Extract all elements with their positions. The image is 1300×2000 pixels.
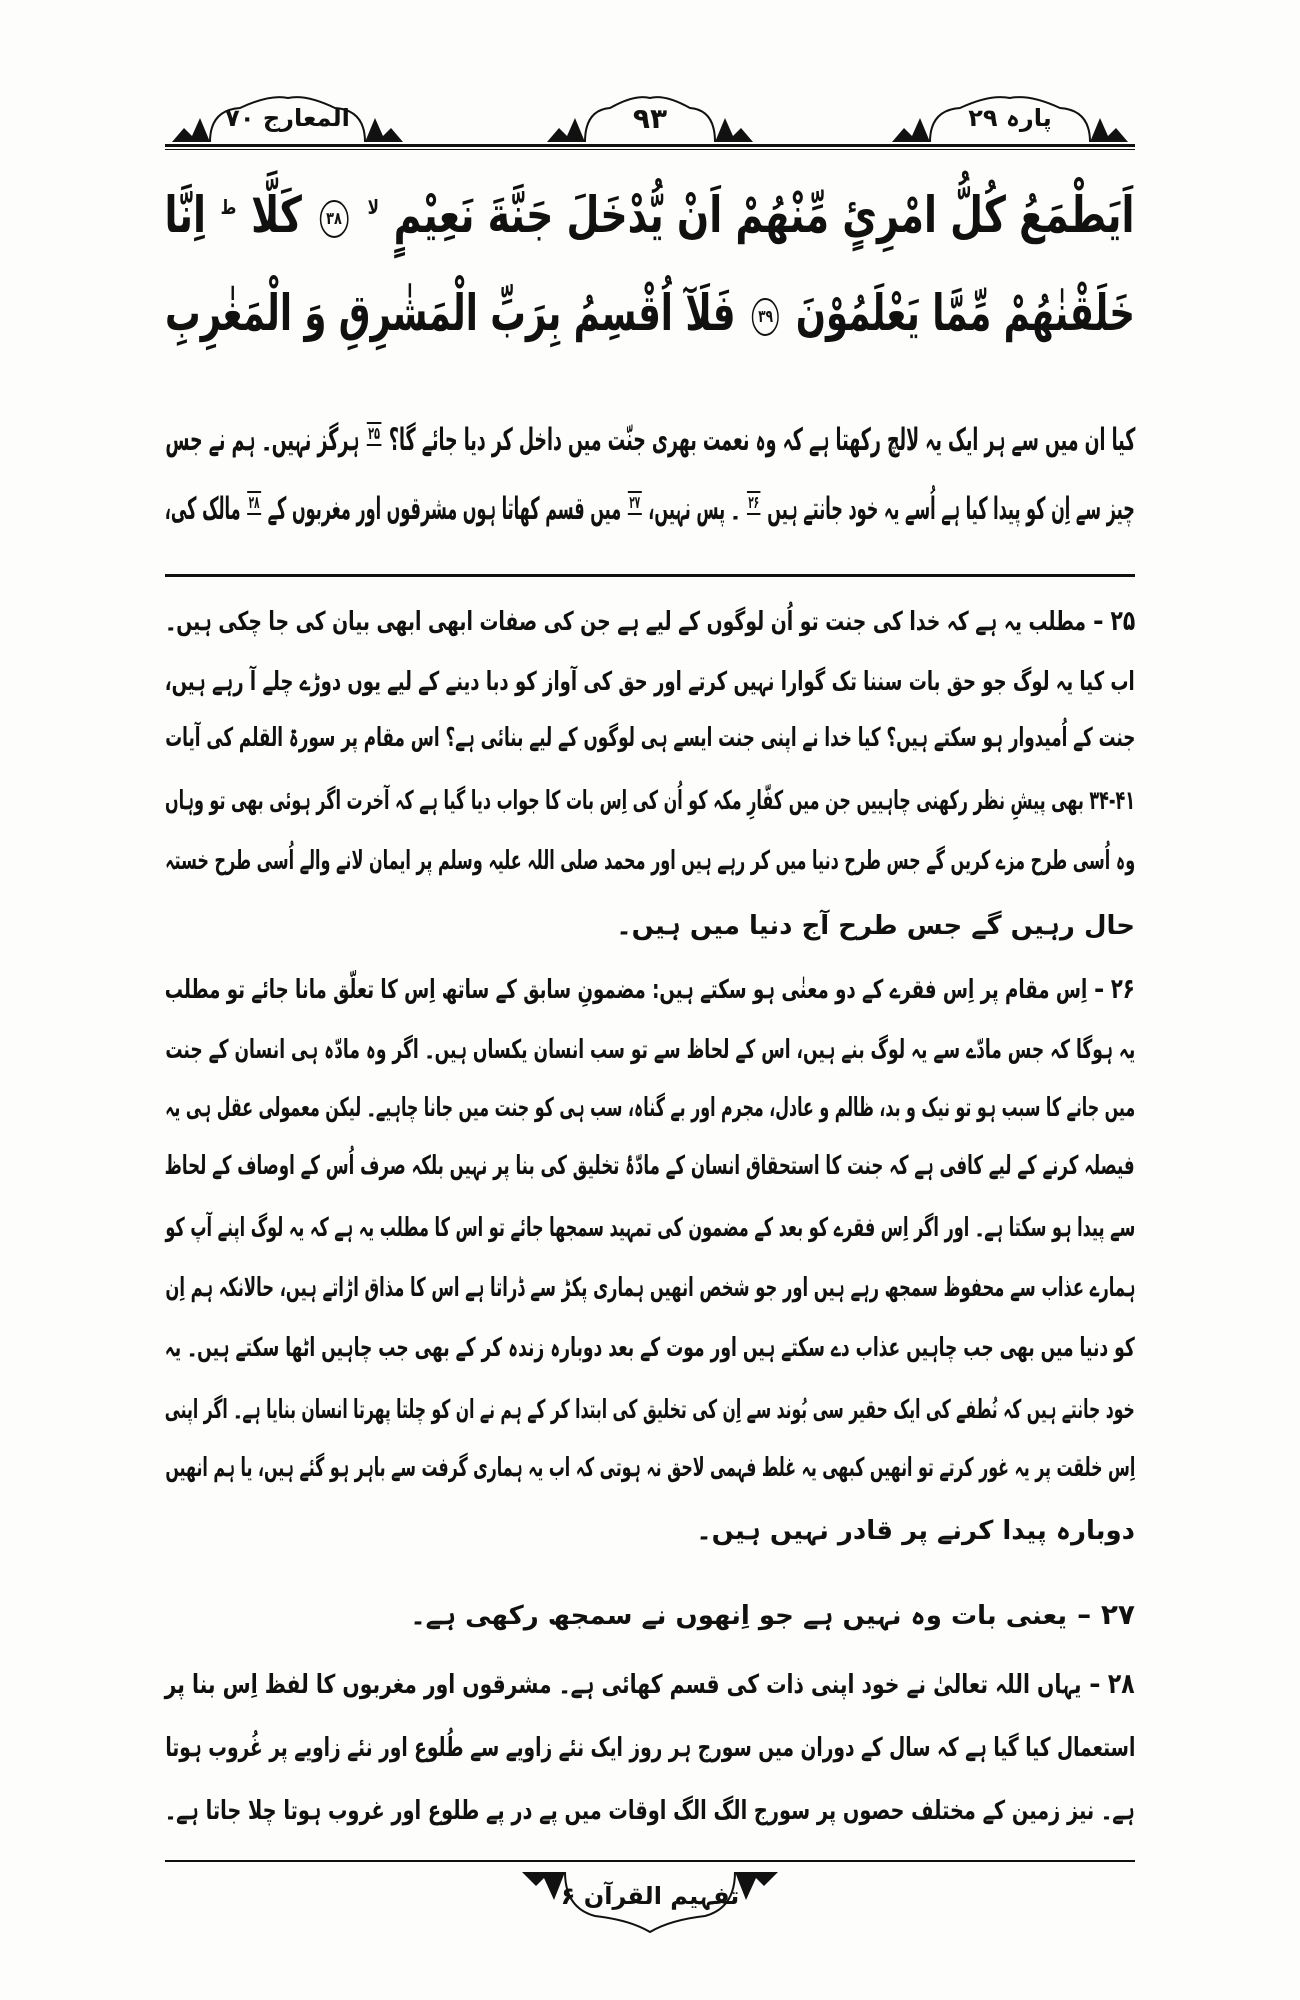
note-28-line bbox=[165, 1798, 1135, 1824]
note-text: جنت کے اُمیدوار ہو سکتے ہیں؟ کیا خدا نے اپنی جنت ایسے ہی لوگوں کے لیے بنائی ہے؟ اس مقام پر سورۃ القلم کی آیات bbox=[165, 723, 1135, 753]
note-text: یعنی بات وہ نہیں ہے جو اِنھوں نے سمجھ رکھی ہے۔ bbox=[410, 1601, 1068, 1631]
footnote-marker[interactable]: ۲۵ bbox=[367, 423, 380, 444]
header-surah-label: المعارج ۷۰ bbox=[225, 104, 350, 132]
header-rule-thin bbox=[165, 149, 1135, 150]
note-26-line bbox=[165, 1153, 1135, 1179]
note-number: ۲۶ – bbox=[1094, 972, 1135, 1005]
note-25-line bbox=[165, 604, 1135, 637]
translation-text: کیا ان میں سے ہر ایک یہ لالچ رکھتا ہے کہ وہ نعمت بھری جنّت میں داخل کر دیا جائے گا؟ bbox=[388, 422, 1135, 458]
arabic-verse-line-2 bbox=[165, 284, 1135, 352]
note-text: ہے۔ نیز زمین کے مختلف حصوں پر سورج الگ الگ اوقات میں پے در پے طلوع اور غروب ہوتا چلا جاتا ہے۔ bbox=[165, 1796, 1135, 1826]
note-number: ۲۷ – bbox=[1077, 1598, 1135, 1631]
translation-text: ہرگز نہیں۔ ہم نے جس bbox=[165, 422, 360, 458]
note-25-line bbox=[165, 788, 1135, 814]
footer-cartouche bbox=[520, 1868, 780, 1934]
header-para-cartouche bbox=[890, 92, 1130, 144]
note-text: فیصلہ کرنے کے لیے کافی ہے کہ جنت کا استحقاق انسان کے مادّۂ تخلیق کی بنا پر نہیں بلکہ صرف اُس کے اوصاف کے لحاظ bbox=[165, 1151, 1135, 1181]
note-text: اِس مقام پر اِس فقرے کے دو معنٰی ہو سکتے ہیں: مضمونِ سابق کے ساتھ اِس کا تعلّق مانا جائے تو مطلب bbox=[165, 975, 1088, 1005]
ayah-number-marker: ۳۹ bbox=[752, 298, 779, 336]
note-text: یہاں اللہ تعالیٰ نے خود اپنی ذات کی قسم کھائی ہے۔ مشرقوں اور مغربوں کا لفظ اِس بنا پر bbox=[165, 1670, 1082, 1700]
verse-text: فَلَآ اُقْسِمُ بِرَبِّ الْمَشٰرِقِ وَ الْمَغٰرِبِ bbox=[165, 284, 736, 342]
note-number: ۲۸ – bbox=[1089, 1667, 1135, 1700]
note-25-line bbox=[165, 725, 1135, 751]
note-text: کو دنیا میں بھی جب چاہیں عذاب دے سکتے ہیں اور موت کے بعد دوبارہ زندہ کر کے بھی جب چاہیں اٹھا سکتے ہیں۔ یہ bbox=[164, 1333, 1135, 1363]
translation-text: چیز سے اِن کو پیدا کیا ہے اُسے یہ خود جانتے ہیں bbox=[767, 491, 1135, 527]
note-text: وہ اُسی طرح مزے کریں گے جس طرح دنیا میں کر رہے ہیں اور محمد صلی اللہ علیہ وسلم پر ایمان لانے والے اُسی طرح خستہ bbox=[164, 846, 1135, 876]
note-text: یہ ہوگا کہ جس مادّے سے یہ لوگ بنے ہیں، اس کے لحاظ سے تو سب انسان یکساں ہیں۔ اگر وہ مادّہ ہی انسان کے جنت bbox=[165, 1035, 1135, 1065]
note-26-line bbox=[165, 1095, 1135, 1121]
note-text: استعمال کیا گیا ہے کہ سال کے دوران میں سورج ہر روز ایک نئے زاویے سے طُلوع اور نئے زاویے پر غُروب ہوتا bbox=[165, 1733, 1135, 1763]
note-25-line bbox=[165, 669, 1135, 695]
waqf-mark: لا bbox=[368, 195, 380, 220]
note-27-line bbox=[165, 1598, 1135, 1631]
note-text: اب کیا یہ لوگ جو حق بات سننا تک گوارا نہیں کرتے اور حق کی آواز کو دبا دینے کے لیے یوں دوڑے چلے آ رہے ہیں، bbox=[164, 667, 1135, 697]
note-26-line bbox=[165, 1397, 1135, 1423]
verse-text: اَيَطْمَعُ كُلُّ امْرِئٍ مِّنْهُمْ اَنْ يُّدْخَلَ جَنَّةَ نَعِيْمٍ bbox=[394, 186, 1135, 244]
note-text: ہمارے عذاب سے محفوظ سمجھ رہے ہیں اور جو شخص انھیں ہماری پکڑ سے ڈراتا ہے اس کا مذاق اڑاتے ہیں، حالانکہ ہم اِن bbox=[165, 1273, 1135, 1303]
translation-text: مالک کی، bbox=[165, 491, 241, 527]
waqf-mark: ط bbox=[221, 195, 237, 220]
translation-text: ۔ پس نہیں، bbox=[648, 491, 741, 527]
note-text: حال رہیں گے جس طرح آج دنیا میں ہیں۔ bbox=[616, 911, 1135, 941]
verse-text: اِنَّا bbox=[165, 186, 207, 244]
footnote-marker[interactable]: ۲۸ bbox=[248, 492, 260, 513]
note-text: سے پیدا ہو سکتا ہے۔ اور اگر اِس فقرے کو بعد کے مضمون کی تمہید سمجھا جائے تو اس کا مطلب یہ ہے کہ یہ لوگ اپنے آپ کو bbox=[164, 1213, 1135, 1243]
header-page-cartouche bbox=[545, 92, 755, 144]
header-surah-cartouche bbox=[170, 92, 405, 144]
note-26-line bbox=[165, 1037, 1135, 1063]
note-text: میں جانے کا سبب ہو تو نیک و بد، ظالم و عادل، مجرم اور بے گناہ، سب ہی کو جنت میں جانا چاہیے۔ لیکن معمولی عقل ہی یہ bbox=[165, 1093, 1135, 1123]
note-26-line bbox=[165, 1455, 1135, 1481]
note-28-line bbox=[165, 1667, 1135, 1700]
note-text: اِس خلقت پر یہ غور کرتے تو انھیں کبھی یہ غلط فہمی لاحق نہ ہوتی کہ اب یہ ہماری گرفت سے باہر ہو گئے ہیں، یا ہم انھیں bbox=[165, 1453, 1135, 1483]
note-26-line bbox=[165, 1335, 1135, 1361]
ayah-number-marker: ۳۸ bbox=[320, 200, 349, 238]
header-para-label: پارہ ۲۹ bbox=[968, 104, 1052, 132]
translation-line-2 bbox=[165, 491, 1135, 534]
note-28-line bbox=[165, 1735, 1135, 1761]
verse-text: كَلَّا bbox=[251, 186, 303, 244]
note-text: مطلب یہ ہے کہ خدا کی جنت تو اُن لوگوں کے لیے ہے جن کی صفات ابھی ابھی بیان کی جا چکی ہیں۔ bbox=[165, 607, 1086, 637]
translation-rule bbox=[165, 574, 1135, 577]
note-26-line bbox=[165, 972, 1135, 1005]
arabic-verse-line-1 bbox=[165, 186, 1135, 254]
footer-rule bbox=[165, 1860, 1135, 1862]
note-26-line bbox=[165, 1215, 1135, 1241]
footnote-marker[interactable]: ۲۶ bbox=[748, 492, 760, 513]
note-text: خود جانتے ہیں کہ نُطفے کی ایک حقیر سی بُوند سے اِن کی تخلیق کی ابتدا کر کے ہم نے ان کو چلتا پھرتا انسان بنایا ہے۔ اگر اپنی bbox=[164, 1395, 1135, 1425]
footnote-marker[interactable]: ۲۷ bbox=[629, 492, 641, 513]
note-number: ۲۵ – bbox=[1093, 604, 1135, 637]
footer-title: تفہیم القرآن ۶ bbox=[560, 1882, 740, 1910]
note-text: دوبارہ پیدا کرنے پر قادر نہیں ہیں۔ bbox=[696, 1516, 1135, 1546]
note-25-line bbox=[165, 913, 1135, 939]
translation-text: میں قسم کھاتا ہوں مشرقوں اور مغربوں کے bbox=[267, 491, 622, 527]
header-rule bbox=[165, 144, 1135, 147]
verse-text: خَلَقْنٰهُمْ مِّمَّا يَعْلَمُوْنَ bbox=[795, 284, 1135, 342]
page-number: ۹۳ bbox=[632, 102, 668, 135]
note-text: ۳۴-۴۱ بھی پیشِ نظر رکھنی چاہییں جن میں کفّارِ مکہ کو اُن کی اِس بات کا جواب دیا گیا ہے کہ آخرت اگر ہوئی بھی تو وہاں bbox=[165, 786, 1135, 816]
note-26-line bbox=[165, 1518, 1135, 1544]
translation-line-1 bbox=[165, 422, 1135, 465]
note-25-line bbox=[165, 848, 1135, 874]
note-26-line bbox=[165, 1275, 1135, 1301]
